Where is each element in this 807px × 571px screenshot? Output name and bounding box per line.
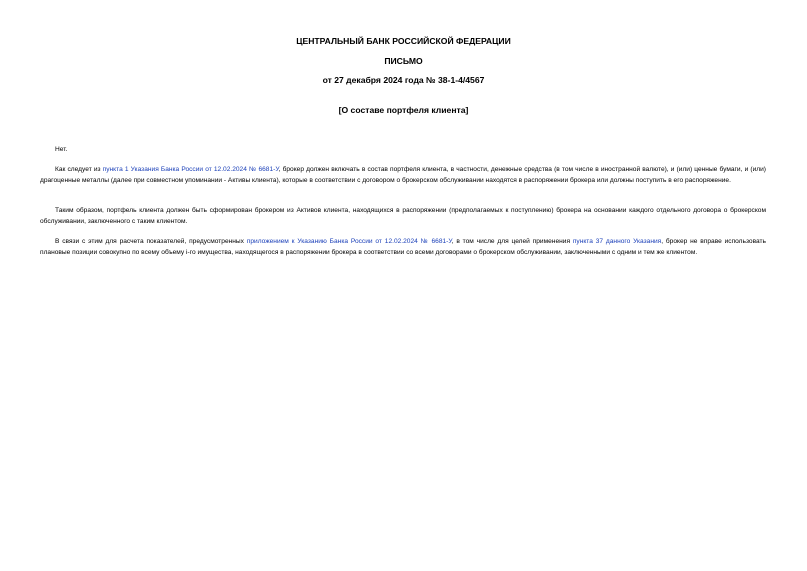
paragraph-1 <box>40 165 766 186</box>
link-ukazanie-appendix[interactable]: приложением к Указанию Банка России от 12.02.2024 № 6681-У <box>246 238 452 245</box>
organization-heading: ЦЕНТРАЛЬНЫЙ БАНК РОССИЙСКОЙ ФЕДЕРАЦИИ <box>296 36 511 46</box>
paragraph-answer: Нет. <box>55 146 68 153</box>
link-ukazanie-punkt-37[interactable]: пункта 37 данного Указания <box>572 238 662 245</box>
paragraph-3 <box>40 237 766 258</box>
paragraph-3-text-1: В связи с этим для расчета показателей, предусмотренных <box>55 238 247 245</box>
link-ukazanie-punkt-1[interactable]: пункта 1 Указания Банка России от 12.02.2024 № 6681-У <box>102 166 279 173</box>
document-type-heading: ПИСЬМО <box>384 56 423 66</box>
document-title: [О составе портфеля клиента] <box>338 105 469 115</box>
paragraph-1-text-2: , брокер должен включать в состав портфеля клиента, в частности, денежные средства (в том числе в иностранной валюте), и (или) ценные бумаги, и (или) драгоценные металлы (далее при совместном упоминании - Активы клиента), которые в соответствии с договором о брокерском обслуживании находятся в распоряжении брокера или должны поступить в его распоряжение. <box>40 166 766 184</box>
date-number-heading: от 27 декабря 2024 года № 38-1-4/4567 <box>322 75 485 85</box>
paragraph-3-text-3: , брокер не вправе использовать плановые позиции совокупно по всему объему i-го имущества, находящегося в распоряжении брокера в соответствии со всеми договорами о брокерском обслуживании, заключенными с одним и тем же клиентом. <box>40 238 766 256</box>
paragraph-1-text-1: Как следует из <box>55 166 103 173</box>
paragraph-2: Таким образом, портфель клиента должен быть сформирован брокером из Активов клиента, находящихся в распоряжении (предполагаемых к поступлению) брокера на основании каждого отдельного договора о брокерском обслуживании, заключенного с таким клиентом. <box>40 207 766 225</box>
paragraph-3-text-2: , в том числе для целей применения <box>451 238 573 245</box>
